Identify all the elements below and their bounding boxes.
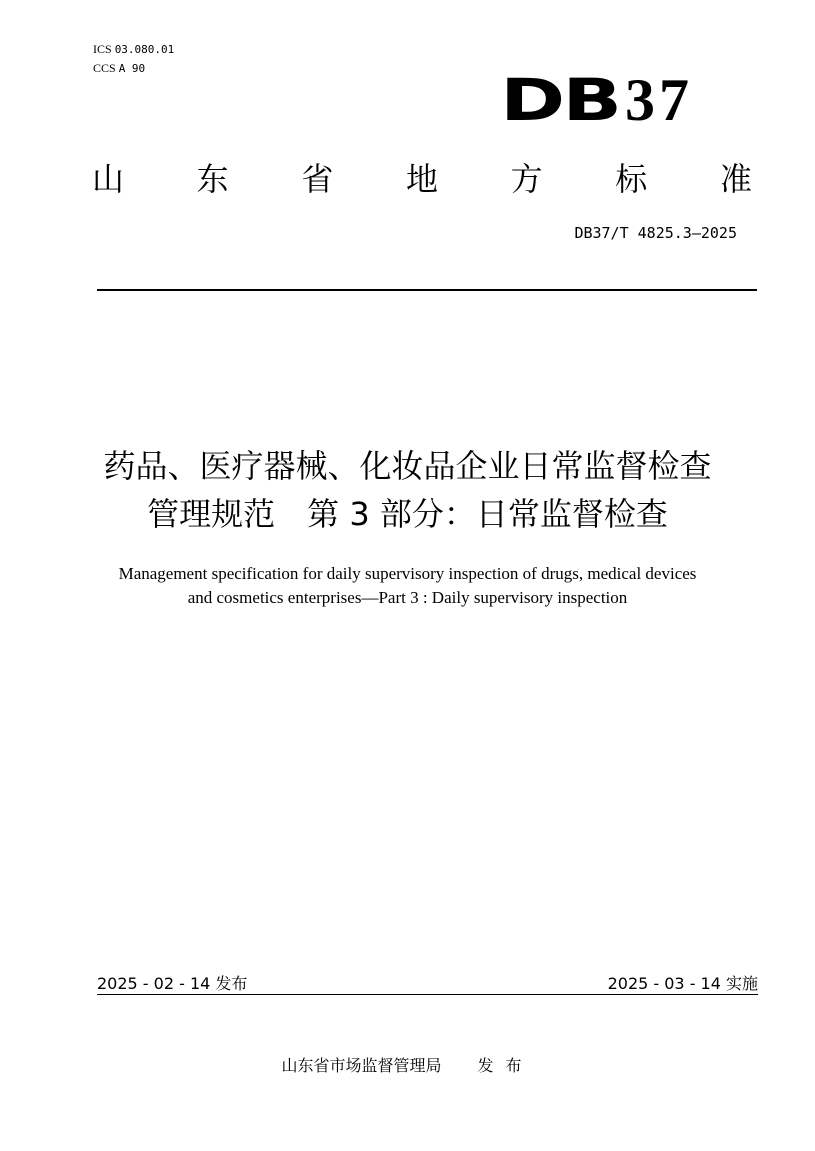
bottom-divider [97,994,758,995]
english-title-line-2: and cosmetics enterprises—Part 3 : Daily supervisory inspection [187,588,628,607]
standard-type-char: 准 [719,160,752,198]
standard-type-char: 省 [301,160,334,198]
standard-type-char: 标 [615,160,648,198]
issuer-action: 发布 [477,1056,534,1075]
issue-date: 2025 - 02 - 14 发布 [97,974,248,993]
ccs-label: CCS [93,61,116,75]
implement-date: 2025 - 03 - 14 实施 [607,974,758,993]
top-divider [97,289,757,291]
db37-logo [493,66,693,136]
ics-line [93,40,174,59]
chinese-title-line-1: 药品、医疗器械、化妆品企业日常监督检查 [103,447,712,485]
logo-number: 37 [625,67,693,133]
english-title-line-1: Management specification for daily supervisory inspection of drugs, medical devices [118,564,697,583]
logo-prefix: DB [499,66,619,134]
issuer-name: 山东省市场监督管理局 [281,1056,442,1075]
ics-code: 03.080.01 [114,43,175,56]
ccs-code: A 90 [118,62,146,75]
standard-type-char: 方 [510,160,543,198]
ccs-line [93,59,174,78]
standard-type-char: 东 [196,160,229,198]
standard-type-char: 山 [92,160,125,198]
english-title [40,562,775,610]
chinese-title-line-2: 管理规范 第 3 部分：日常监督检查 [147,495,668,533]
ics-label: ICS [93,42,112,56]
ics-ccs-block [93,40,174,78]
standard-type-title [92,154,752,200]
standard-type-char: 地 [405,160,438,198]
standard-number: DB37/T 4825.3—2025 [574,224,737,242]
chinese-title [40,442,775,538]
issuer-line [0,1053,815,1076]
